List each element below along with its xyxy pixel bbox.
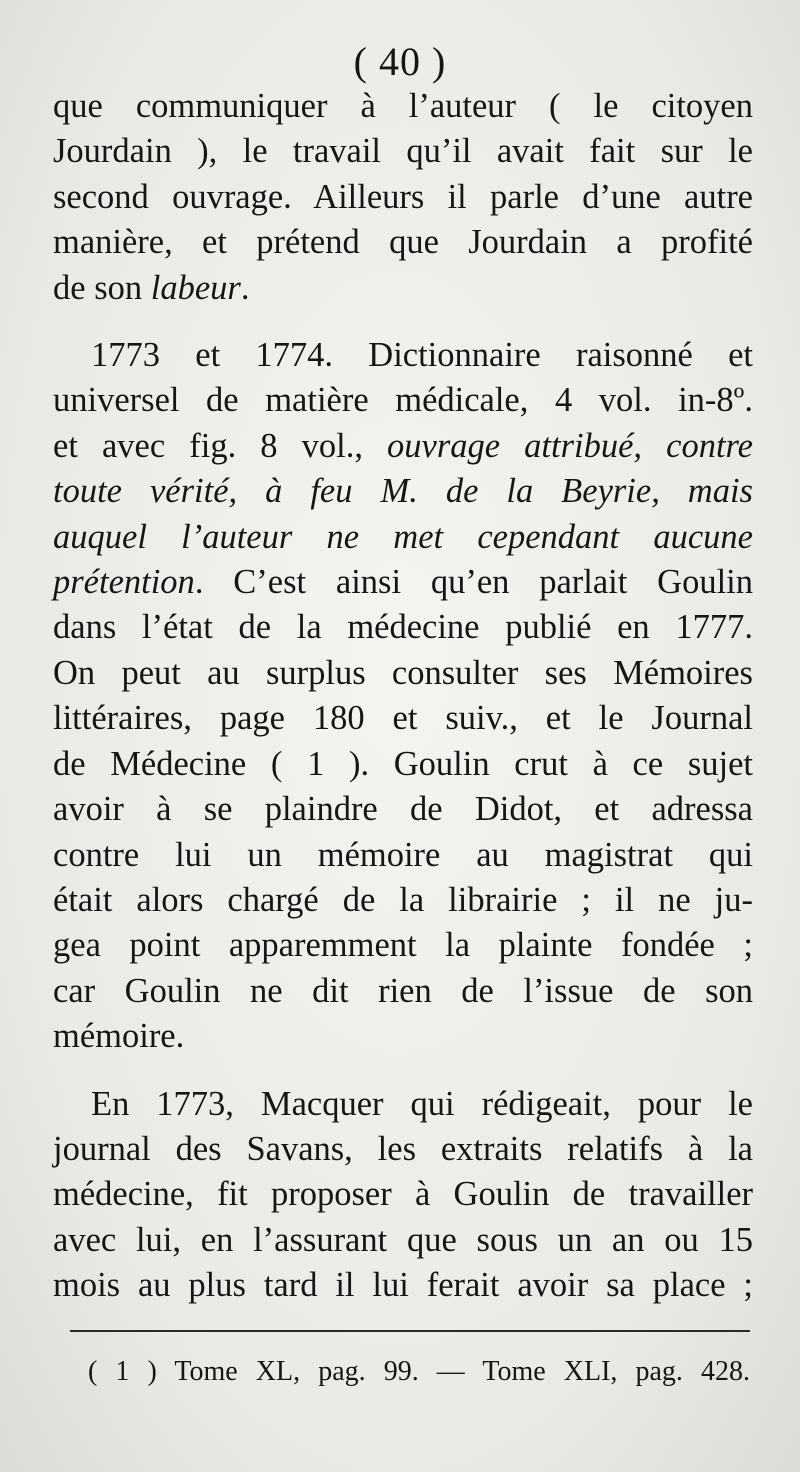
text-line: [53, 560, 753, 605]
paragraph-3: [53, 1082, 753, 1309]
text-segment: et avec fig. 8 vol.,: [53, 426, 388, 465]
text-line: journal des Savans, les extraits relatifs à la: [53, 1129, 753, 1168]
text-segment: 1773 et 1774. Dictionnaire raisonné et: [91, 336, 753, 375]
text-line: dans l’état de la médecine publié en 1777.: [53, 608, 753, 647]
text-line: [53, 1082, 753, 1127]
text-line: avoir à se plaindre de Didot, et adressa: [53, 790, 753, 829]
italic-word: labeur: [150, 268, 241, 307]
text-line: avec lui, en l’assurant que sous un an ou 15: [53, 1220, 753, 1259]
text-line: littéraires, page 180 et suiv., et le Journal: [53, 699, 753, 738]
text-line: était alors chargé de la librairie ; il ne ju-: [53, 880, 753, 919]
text-segment: En 1773, Macquer qui rédigeait, pour le: [91, 1084, 753, 1123]
text-line: toute vérité, à feu M. de la Beyrie, mais: [53, 472, 753, 511]
italic-segment: ouvrage attribué, contre: [387, 426, 753, 465]
text-line: second ouvrage. Ailleurs il parle d’une autre: [53, 177, 753, 216]
text-line: contre lui un mémoire au magistrat qui: [53, 835, 753, 874]
text-line: universel de matière médicale, 4 vol. in-8º.: [53, 381, 753, 420]
text-line: de Médecine ( 1 ). Goulin crut à ce sujet: [53, 744, 753, 783]
text-line: [53, 333, 753, 378]
text-line: gea point apparemment la plainte fondée ;: [53, 926, 753, 965]
text-line: [53, 266, 753, 311]
footnote: ( 1 ) Tome XL, pag. 99. — Tome XLI, pag. 428.: [88, 1356, 750, 1387]
italic-segment: prétention: [53, 563, 195, 602]
text-line: mois au plus tard il lui ferait avoir sa place ;: [53, 1266, 753, 1305]
text-line: manière, et prétend que Jourdain a profité: [53, 223, 753, 262]
text-line: On peut au surplus consulter ses Mémoires: [53, 653, 753, 692]
text-line: Jourdain ), le travail qu’il avait fait sur le: [53, 132, 753, 171]
text-line: mémoire.: [53, 1017, 185, 1056]
text-line: que communiquer à l’auteur ( le citoyen: [53, 87, 753, 125]
text-line: car Goulin ne dit rien de l’issue de son: [53, 971, 753, 1010]
text-segment: de son: [53, 268, 151, 307]
paragraph-1: [53, 84, 753, 311]
body-text: [53, 84, 753, 1309]
text-segment: .: [240, 268, 250, 307]
paragraph-2: [53, 333, 753, 1060]
page-number: ( 40 ): [353, 39, 447, 84]
footnote-divider: [70, 1330, 750, 1332]
text-segment: . C’est ainsi qu’en parlait Goulin: [194, 563, 753, 602]
text-line: auquel l’auteur ne met cependant aucune: [53, 517, 753, 556]
text-line: [53, 424, 753, 469]
text-line: médecine, fit proposer à Goulin de travailler: [53, 1175, 753, 1214]
